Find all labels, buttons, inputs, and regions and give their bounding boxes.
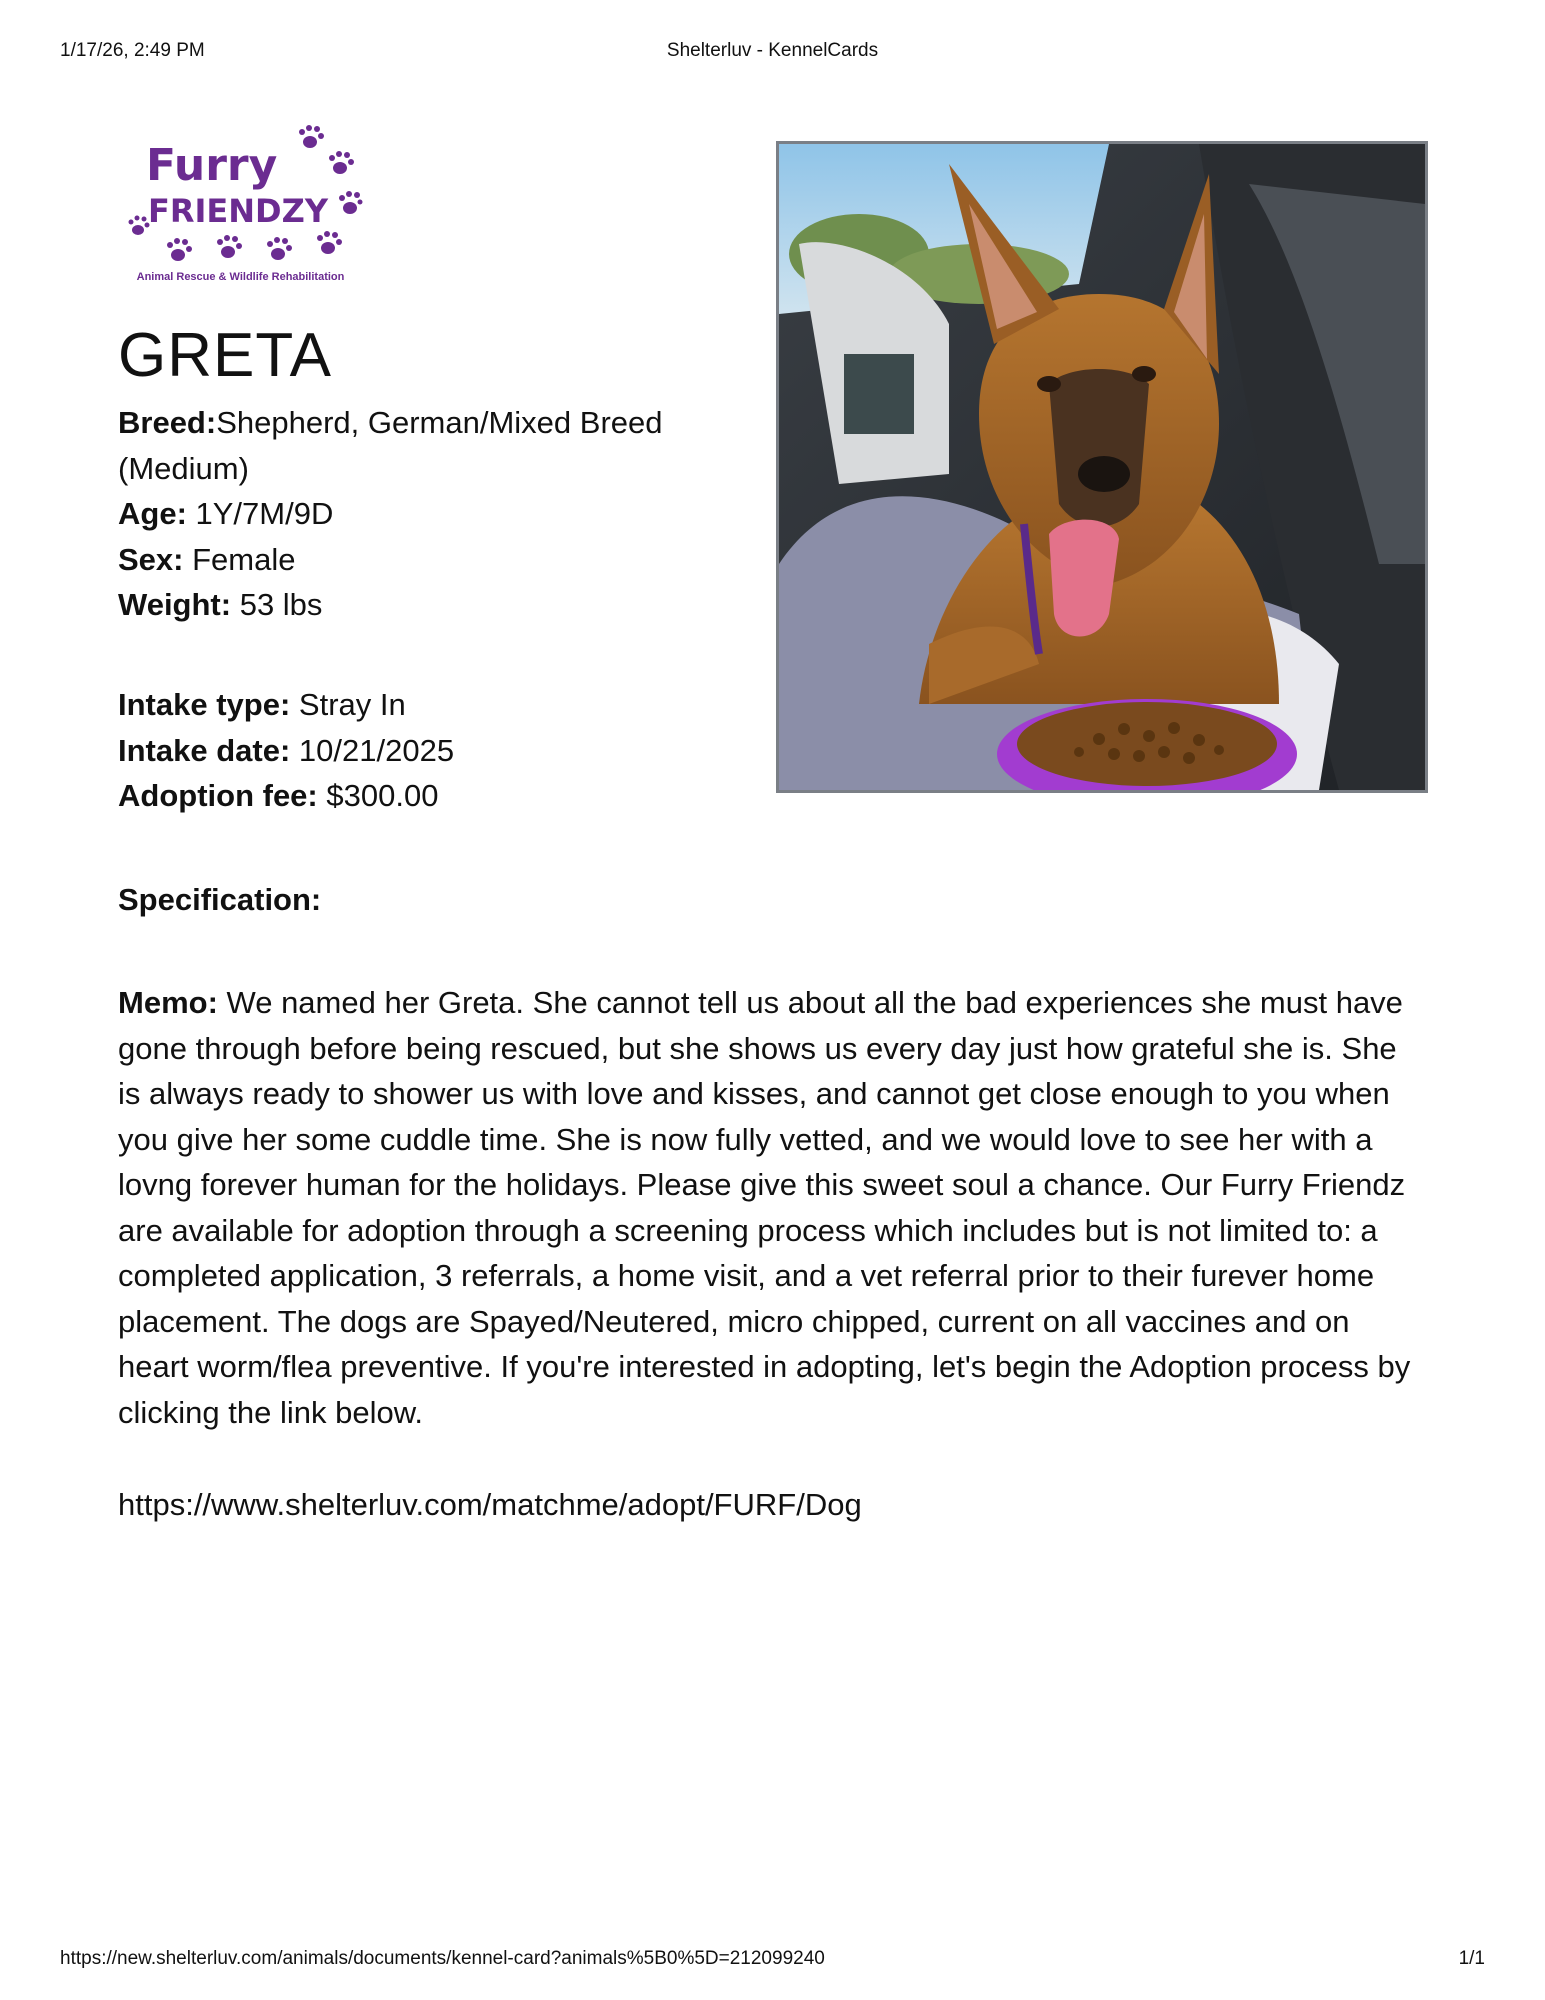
sex-value: Female	[192, 541, 296, 577]
adoption-link[interactable]: https://www.shelterluv.com/matchme/adopt/FURF/Dog	[118, 1487, 862, 1522]
intake-type-value: Stray In	[298, 687, 406, 722]
breed-value: Shepherd, German/Mixed Breed (Medium)	[118, 405, 663, 486]
animal-photo	[776, 141, 1428, 793]
sex-row	[118, 537, 698, 583]
memo	[118, 980, 1418, 1435]
page-number: 1/1	[1458, 1948, 1485, 1969]
sex-label: Sex:	[118, 541, 184, 577]
print-url: https://new.shelterluv.com/animals/documents/kennel-card?animals%5B0%5D=212099240	[60, 1948, 825, 1969]
adoption-fee-value: $300.00	[326, 778, 439, 813]
intake-type-label: Intake type:	[118, 687, 291, 722]
logo-line1: Furry	[146, 140, 278, 191]
paw-icon	[339, 191, 363, 214]
intake-type-row	[118, 682, 698, 728]
weight-row	[118, 582, 698, 628]
intake-info	[118, 682, 698, 819]
animal-facts	[118, 400, 698, 628]
intake-date-row	[118, 728, 698, 774]
intake-date-value: 10/21/2025	[298, 732, 455, 768]
adoption-fee-row	[118, 773, 698, 819]
memo-label: Memo:	[118, 985, 218, 1020]
animal-name: GRETA	[118, 321, 332, 390]
age-row	[118, 491, 698, 537]
weight-value: 53 lbs	[239, 587, 323, 622]
adoption-fee-label: Adoption fee:	[118, 778, 318, 813]
specification-label: Specification:	[118, 882, 322, 917]
paw-icon	[317, 231, 342, 254]
paw-icon	[267, 237, 292, 260]
weight-label: Weight:	[118, 587, 232, 622]
furry-friendzy-logo	[118, 120, 363, 290]
logo-line2: FRIENDZY	[148, 192, 328, 230]
breed-label: Breed:	[118, 405, 217, 440]
print-title: Shelterluv - KennelCards	[666, 40, 879, 61]
paw-icon	[167, 238, 192, 261]
logo-graphic	[118, 120, 363, 270]
paw-icon	[299, 125, 324, 148]
breed-row	[118, 400, 698, 491]
paw-icon	[329, 151, 354, 174]
dog-photo-icon	[779, 144, 1425, 790]
print-datetime: 1/17/26, 2:49 PM	[60, 40, 205, 61]
age-label: Age:	[118, 496, 187, 531]
memo-text: We named her Greta. She cannot tell us about all the bad experiences she must have gone through before being rescued, but she shows us every day just how grateful she is. She is always ready to shower us with love and kisses, and cannot get close enough to you when you give her some cuddle time. She is now fully vetted, and we would love to see her with a lovng forever human for the holidays. Please give this sweet soul a chance. Our Furry Friendz are available for adoption through a screening process which includes but is not limited to: a completed application, 3 referrals, a home visit, and a vet referral prior to their furever home placement. The dogs are Spayed/Neutered, micro chipped, current on all vaccines and on heart worm/flea preventive. If you're interested in adopting, let's begin the Adoption process by clicking the link below.	[118, 985, 1411, 1430]
intake-date-label: Intake date:	[118, 732, 291, 768]
paw-icon	[217, 235, 242, 258]
logo-caption: Animal Rescue & Wildlife Rehabilitation	[136, 271, 345, 283]
paw-icon	[129, 216, 150, 236]
age-value: 1Y/7M/9D	[195, 496, 334, 531]
